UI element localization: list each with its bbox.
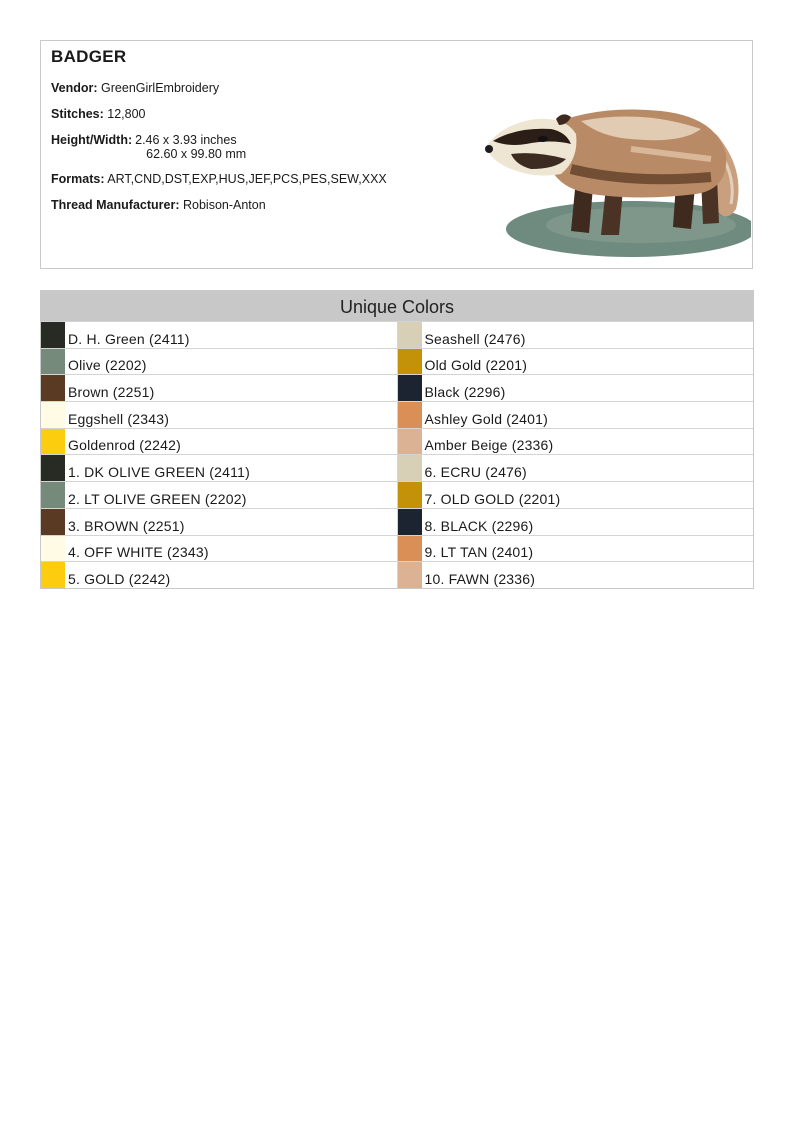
color-swatch: [41, 349, 65, 375]
thread-value: Robison-Anton: [182, 198, 266, 212]
color-row: [41, 321, 397, 348]
unique-colors-table: [40, 290, 754, 589]
color-swatch: [41, 429, 65, 455]
color-swatch: [41, 562, 65, 588]
color-row: [398, 508, 754, 535]
thread-row: [51, 198, 491, 213]
color-row: [398, 428, 754, 455]
color-name: 10. FAWN (2336): [424, 570, 536, 587]
vendor-label: Vendor:: [51, 81, 98, 95]
thread-label: Thread Manufacturer:: [51, 198, 180, 212]
stitches-value: 12,800: [107, 107, 146, 121]
color-row: [41, 374, 397, 401]
design-title: BADGER: [51, 47, 127, 66]
color-row: [398, 321, 754, 348]
color-name: Eggshell (2343): [68, 410, 170, 427]
color-swatch: [41, 402, 65, 428]
badger-illustration: [481, 59, 751, 264]
color-name: 5. GOLD (2242): [68, 570, 171, 587]
unique-colors-header: Unique Colors: [41, 291, 753, 321]
color-row: [398, 401, 754, 428]
color-name: 3. BROWN (2251): [68, 517, 185, 534]
color-name: 4. OFF WHITE (2343): [68, 544, 209, 561]
formats-row: [51, 172, 491, 187]
badger-embroidery-image: [481, 59, 751, 264]
color-row: [398, 561, 754, 588]
formats-value: ART,CND,DST,EXP,HUS,JEF,PCS,PES,SEW,XXX: [107, 172, 387, 186]
color-swatch: [41, 509, 65, 535]
color-row: [41, 454, 397, 481]
color-row: [41, 428, 397, 455]
stitches-row: [51, 107, 491, 122]
color-name: 2. LT OLIVE GREEN (2202): [68, 490, 247, 507]
color-name: 9. LT TAN (2401): [424, 544, 534, 561]
color-swatch: [398, 402, 422, 428]
color-name: Olive (2202): [68, 357, 147, 374]
color-name: Black (2296): [424, 384, 506, 401]
color-swatch: [41, 482, 65, 508]
color-swatch: [398, 562, 422, 588]
color-row: [398, 374, 754, 401]
stitches-label: Stitches:: [51, 107, 104, 121]
color-swatch: [398, 429, 422, 455]
colors-left-column: [41, 321, 397, 588]
color-swatch: [398, 536, 422, 562]
color-name: D. H. Green (2411): [68, 330, 190, 347]
color-row: [398, 535, 754, 562]
color-row: [398, 481, 754, 508]
color-name: 1. DK OLIVE GREEN (2411): [68, 464, 250, 481]
color-swatch: [41, 322, 65, 348]
formats-label: Formats:: [51, 172, 105, 186]
color-name: 8. BLACK (2296): [424, 517, 534, 534]
color-row: [41, 508, 397, 535]
color-swatch: [398, 509, 422, 535]
color-name: Old Gold (2201): [424, 357, 528, 374]
color-name: 7. OLD GOLD (2201): [424, 490, 561, 507]
color-swatch: [398, 322, 422, 348]
colors-right-column: [397, 321, 754, 588]
design-details: [51, 47, 491, 224]
size-mm: 62.60 x 99.80 mm: [146, 147, 247, 161]
color-row: [398, 348, 754, 375]
color-swatch: [398, 349, 422, 375]
color-name: Ashley Gold (2401): [424, 410, 548, 427]
size-inches: 2.46 x 3.93 inches: [135, 133, 237, 147]
color-name: Brown (2251): [68, 384, 155, 401]
color-name: Amber Beige (2336): [424, 437, 554, 454]
color-name: Seashell (2476): [424, 330, 526, 347]
color-row: [41, 401, 397, 428]
color-row: [41, 348, 397, 375]
vendor-value: GreenGirlEmbroidery: [101, 81, 220, 95]
color-name: Goldenrod (2242): [68, 437, 181, 454]
color-row: [41, 561, 397, 588]
color-swatch: [398, 482, 422, 508]
design-info-card: [40, 40, 753, 269]
color-swatch: [398, 375, 422, 401]
size-row: [51, 133, 491, 161]
color-name: 6. ECRU (2476): [424, 464, 527, 481]
vendor-row: [51, 81, 491, 96]
color-swatch: [41, 375, 65, 401]
color-row: [398, 454, 754, 481]
color-row: [41, 481, 397, 508]
color-swatch: [41, 536, 65, 562]
color-swatch: [398, 455, 422, 481]
color-row: [41, 535, 397, 562]
color-swatch: [41, 455, 65, 481]
size-label: Height/Width:: [51, 133, 133, 147]
